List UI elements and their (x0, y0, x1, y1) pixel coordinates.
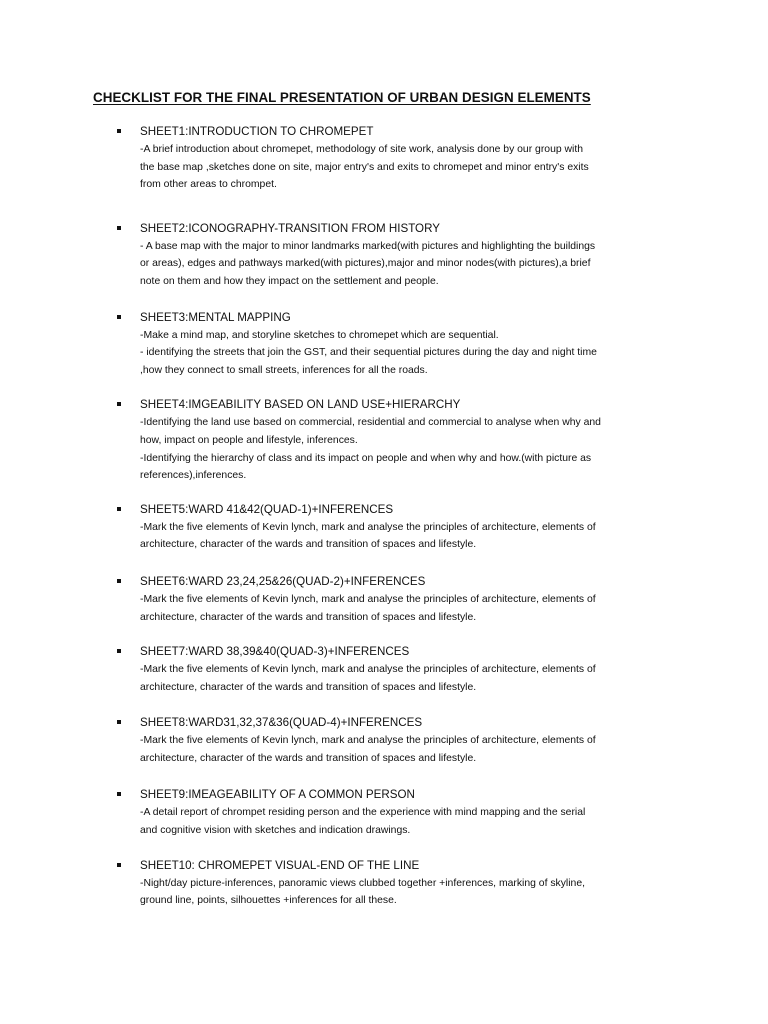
list-item (0, 502, 768, 554)
description-line: references),inferences. (140, 470, 247, 482)
item-description (140, 804, 678, 839)
item-description (140, 661, 678, 696)
description-line: -A detail report of chrompet residing person and the experience with mind mapping and the serial (140, 807, 586, 819)
description-line: note on them and how they impact on the settlement and people. (140, 275, 439, 287)
item-description (140, 238, 678, 291)
item-description (140, 327, 678, 380)
list-item (0, 715, 768, 767)
item-title: SHEET8:WARD31,32,37&36(QUAD-4)+INFERENCES (140, 716, 423, 730)
description-line: ground line, points, silhouettes +inferences for all these. (140, 895, 397, 907)
square-bullet-icon (117, 402, 121, 406)
list-item (0, 310, 768, 380)
square-bullet-icon (117, 579, 121, 583)
list-item (0, 574, 768, 626)
description-line: ,how they connect to small streets, inferences for all the roads. (140, 364, 428, 376)
description-line: architecture, character of the wards and transition of spaces and lifestyle. (140, 681, 477, 693)
square-bullet-icon (117, 720, 121, 724)
description-line: architecture, character of the wards and transition of spaces and lifestyle. (140, 539, 477, 551)
list-item (0, 124, 768, 194)
item-description (140, 591, 678, 626)
item-title: SHEET10: CHROMEPET VISUAL-END OF THE LINE (140, 858, 420, 872)
list-item (0, 397, 768, 484)
list-item (0, 858, 768, 910)
item-description (140, 732, 678, 767)
description-line: -Mark the five elements of Kevin lynch, mark and analyse the principles of architecture, elements of (140, 593, 596, 605)
square-bullet-icon (117, 792, 121, 796)
item-description (140, 875, 678, 910)
item-description (140, 519, 678, 554)
list-item (0, 644, 768, 696)
item-title: SHEET9:IMEAGEABILITY OF A COMMON PERSON (140, 788, 415, 802)
item-title: SHEET5:WARD 41&42(QUAD-1)+INFERENCES (140, 502, 394, 516)
description-line: how, impact on people and lifestyle, inferences. (140, 434, 358, 446)
item-title: SHEET2:ICONOGRAPHY-TRANSITION FROM HISTORY (140, 221, 440, 235)
square-bullet-icon (117, 315, 121, 319)
list-item (0, 221, 768, 291)
square-bullet-icon (117, 863, 121, 867)
square-bullet-icon (117, 507, 121, 511)
description-line: -Mark the five elements of Kevin lynch, mark and analyse the principles of architecture, elements of (140, 735, 596, 747)
description-line: the base map ,sketches done on site, major entry's and exits to chromepet and minor entry's exits (140, 161, 589, 173)
item-title: SHEET1:INTRODUCTION TO CHROMEPET (140, 125, 374, 138)
description-line: architecture, character of the wards and transition of spaces and lifestyle. (140, 752, 477, 764)
description-line: - identifying the streets that join the GST, and their sequential pictures during the day and night time (140, 347, 597, 359)
description-line: from other areas to chrompet. (140, 179, 277, 191)
square-bullet-icon (117, 226, 121, 230)
square-bullet-icon (117, 129, 121, 133)
description-line: -Make a mind map, and storyline sketches to chromepet which are sequential. (140, 329, 499, 341)
item-title: SHEET7:WARD 38,39&40(QUAD-3)+INFERENCES (140, 645, 410, 659)
description-line: - A base map with the major to minor landmarks marked(with pictures and highlighting the buildings (140, 240, 596, 252)
description-line: -Mark the five elements of Kevin lynch, mark and analyse the principles of architecture, elements of (140, 664, 596, 676)
description-line: -A brief introduction about chromepet, methodology of site work, analysis done by our group with (140, 144, 584, 155)
description-line: -Night/day picture-inferences, panoramic views clubbed together +inferences, marking of skyline, (140, 877, 585, 889)
description-line: and cognitive vision with sketches and indication drawings. (140, 825, 411, 837)
description-line: architecture, character of the wards and transition of spaces and lifestyle. (140, 611, 477, 623)
item-title: SHEET6:WARD 23,24,25&26(QUAD-2)+INFERENCES (140, 574, 426, 588)
item-description (140, 414, 678, 484)
item-title: SHEET4:IMGEABILITY BASED ON LAND USE+HIERARCHY (140, 398, 461, 412)
item-title: SHEET3:MENTAL MAPPING (140, 310, 291, 324)
square-bullet-icon (117, 649, 121, 653)
description-line: or areas), edges and pathways marked(with pictures),major and minor nodes(with pictures),a brief (140, 258, 591, 270)
list-item (0, 787, 768, 839)
description-line: -Identifying the land use based on commercial, residential and commercial to analyse when why and (140, 417, 601, 429)
checklist (0, 124, 768, 910)
description-line: -Identifying the hierarchy of class and its impact on people and when why and how.(with picture as (140, 452, 592, 464)
document-title: CHECKLIST FOR THE FINAL PRESENTATION OF URBAN DESIGN ELEMENTS (93, 90, 591, 105)
item-description (140, 141, 678, 194)
description-line: -Mark the five elements of Kevin lynch, mark and analyse the principles of architecture, elements of (140, 521, 596, 533)
